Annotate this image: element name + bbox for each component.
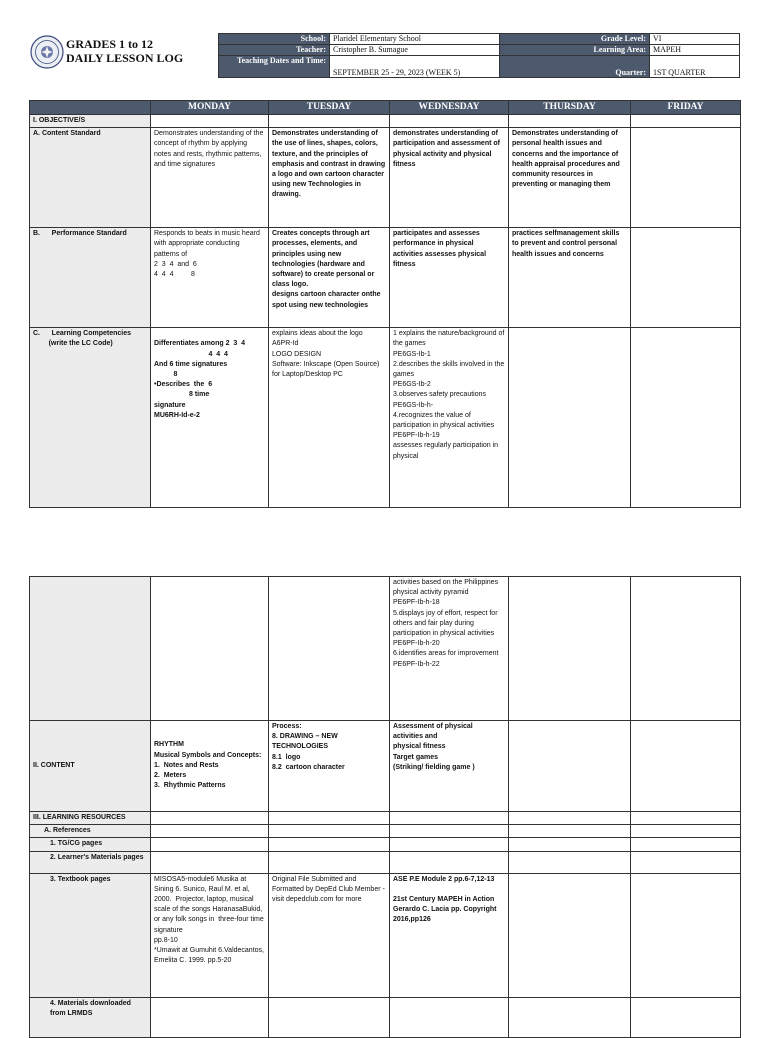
quarter-value: 1ST QUARTER <box>650 56 740 78</box>
textbook-cell: Original File Submitted and Formatted by DepEd Club Member - visit depedclub.com for more <box>269 873 390 997</box>
learning-competencies-cell <box>509 328 631 508</box>
title-line-1: GRADES 1 to 12 <box>66 37 154 51</box>
title-line-2: DAILY LESSON LOG <box>66 51 184 65</box>
corner-cell <box>30 101 151 115</box>
references-label: A. References <box>30 825 151 838</box>
content-cell <box>509 721 631 812</box>
teacher-value: Cristopher B. Sumague <box>330 45 500 56</box>
page-title <box>66 37 183 65</box>
content-cell: RHYTHM Musical Symbols and Concepts: 1. Notes and Rests 2. Meters 3. Rhythmic Patterns <box>151 721 269 812</box>
lesson-log-table-2 <box>29 576 741 1038</box>
deped-seal-logo <box>30 35 64 69</box>
content-cell <box>631 721 741 812</box>
teacher-label: Teacher: <box>219 45 330 56</box>
area-value: MAPEH <box>650 45 740 56</box>
learning-competencies-cell <box>631 328 741 508</box>
textbook-label: 3. Textbook pages <box>30 873 151 997</box>
content-standard-cell: Demonstrates understanding of the use of lines, shapes, colors, texture, and the principles of emphasis and contrast in drawing a logo and own cartoon character using new Technologies in drawing. <box>269 128 390 228</box>
content-cell: Assessment of physical activities and physical fitness Target games (Striking/ fielding game ) <box>390 721 509 812</box>
area-label: Learning Area: <box>500 45 650 56</box>
quarter-label: Quarter: <box>500 56 650 78</box>
learning-competencies-label: C. Learning Competencies (write the LC Code) <box>30 328 151 508</box>
grade-label: Grade Level: <box>500 34 650 45</box>
tg-cg-label: 1. TG/CG pages <box>30 838 151 851</box>
content-standard-label: A. Content Standard <box>30 128 151 228</box>
dates-label: Teaching Dates and Time: <box>219 56 330 78</box>
lrmds-label: 4. Materials downloaded from LRMDS <box>30 997 151 1037</box>
day-header: TUESDAY <box>269 101 390 115</box>
learning-competencies-continued: activities based on the Philippines physical activity pyramid PE6PF-Ib-h-18 5.displays joy of effort, respect for others and fair play during participation in physical activities PE6PF-Ib-h-20 6.identifies areas for improvement PE6PF-Ib-h-22 <box>390 577 509 721</box>
content-label: II. CONTENT <box>30 721 151 812</box>
content-standard-cell <box>631 128 741 228</box>
performance-standard-cell: Responds to beats in music heard with appropriate conducting patterns of 2 3 4 and 6 4 4 4 8 <box>151 228 269 328</box>
day-header: WEDNESDAY <box>390 101 509 115</box>
textbook-cell: MISOSA5-module6 Musika at Sining 6. Sunico, Raul M. et al, 2000. Projector, laptop, musical scale of the songs HaranasaBukid, or any folk songs in three-four time signature pp.8-10 *Umawit at Gumuhit 6.Valdecantos, Emelita C. 1999. pp.5-20 <box>151 873 269 997</box>
school-label: School: <box>219 34 330 45</box>
performance-standard-cell: practices selfmanagement skills to prevent and control personal health issues and concerns <box>509 228 631 328</box>
objectives-label: I. OBJECTIVE/S <box>30 115 151 128</box>
performance-standard-label: B. Performance Standard <box>30 228 151 328</box>
day-header: THURSDAY <box>509 101 631 115</box>
learning-competencies-cell: Differentiates among 2 3 4 4 4 4 And 6 time signatures 8 •Describes the 6 8 time signature MU6RH-Id-e-2 <box>151 328 269 508</box>
learning-resources-label: III. LEARNING RESOURCES <box>30 812 151 825</box>
performance-standard-cell: Creates concepts through art processes, elements, and principles using new technologies (hardware and software) to create personal or class logo. designs cartoon character onthe spot using new technologies <box>269 228 390 328</box>
learning-competencies-cell: 1 explains the nature/background of the games PE6GS-Ib-1 2.describes the skills involved in the games PE6GS-Ib-2 3.observes safety precautions PE6GS-Ib-h- 4.recognizes the value of participation in physical activities PE6PF-Ib-h-19 assesses regularly participation in physical <box>390 328 509 508</box>
grade-value: VI <box>650 34 740 45</box>
performance-standard-cell <box>631 228 741 328</box>
header-info-table <box>218 33 740 78</box>
school-value: Plaridel Elementary School <box>330 34 500 45</box>
content-standard-cell: demonstrates understanding of participation and assessment of physical activity and physical fitness <box>390 128 509 228</box>
performance-standard-cell: participates and assesses performance in physical activities assesses physical fitness <box>390 228 509 328</box>
textbook-cell <box>631 873 741 997</box>
learning-competencies-cell: explains ideas about the logo A6PR-Id LOGO DESIGN Software: Inkscape (Open Source) for Laptop/Desktop PC <box>269 328 390 508</box>
dates-value: SEPTEMBER 25 - 29, 2023 (WEEK 5) <box>330 56 500 78</box>
textbook-cell: ASE P.E Module 2 pp.6-7,12-13 21st Century MAPEH in Action Gerardo C. Lacia pp. Copyright 2016,pp126 <box>390 873 509 997</box>
content-standard-cell: Demonstrates understanding of the concept of rhythm by applying notes and rests, rhythmic patterns, and time signatures <box>151 128 269 228</box>
content-cell: Process: 8. DRAWING – NEW TECHNOLOGIES 8.1 logo 8.2 cartoon character <box>269 721 390 812</box>
learners-materials-label: 2. Learner's Materials pages <box>30 851 151 873</box>
textbook-cell <box>509 873 631 997</box>
content-standard-cell: Demonstrates understanding of personal health issues and concerns and the importance of health appraisal procedures and community resources in preventing or managing them <box>509 128 631 228</box>
day-header: MONDAY <box>151 101 269 115</box>
day-header: FRIDAY <box>631 101 741 115</box>
lc-continued-label <box>30 577 151 721</box>
lesson-log-table-1 <box>29 100 741 508</box>
